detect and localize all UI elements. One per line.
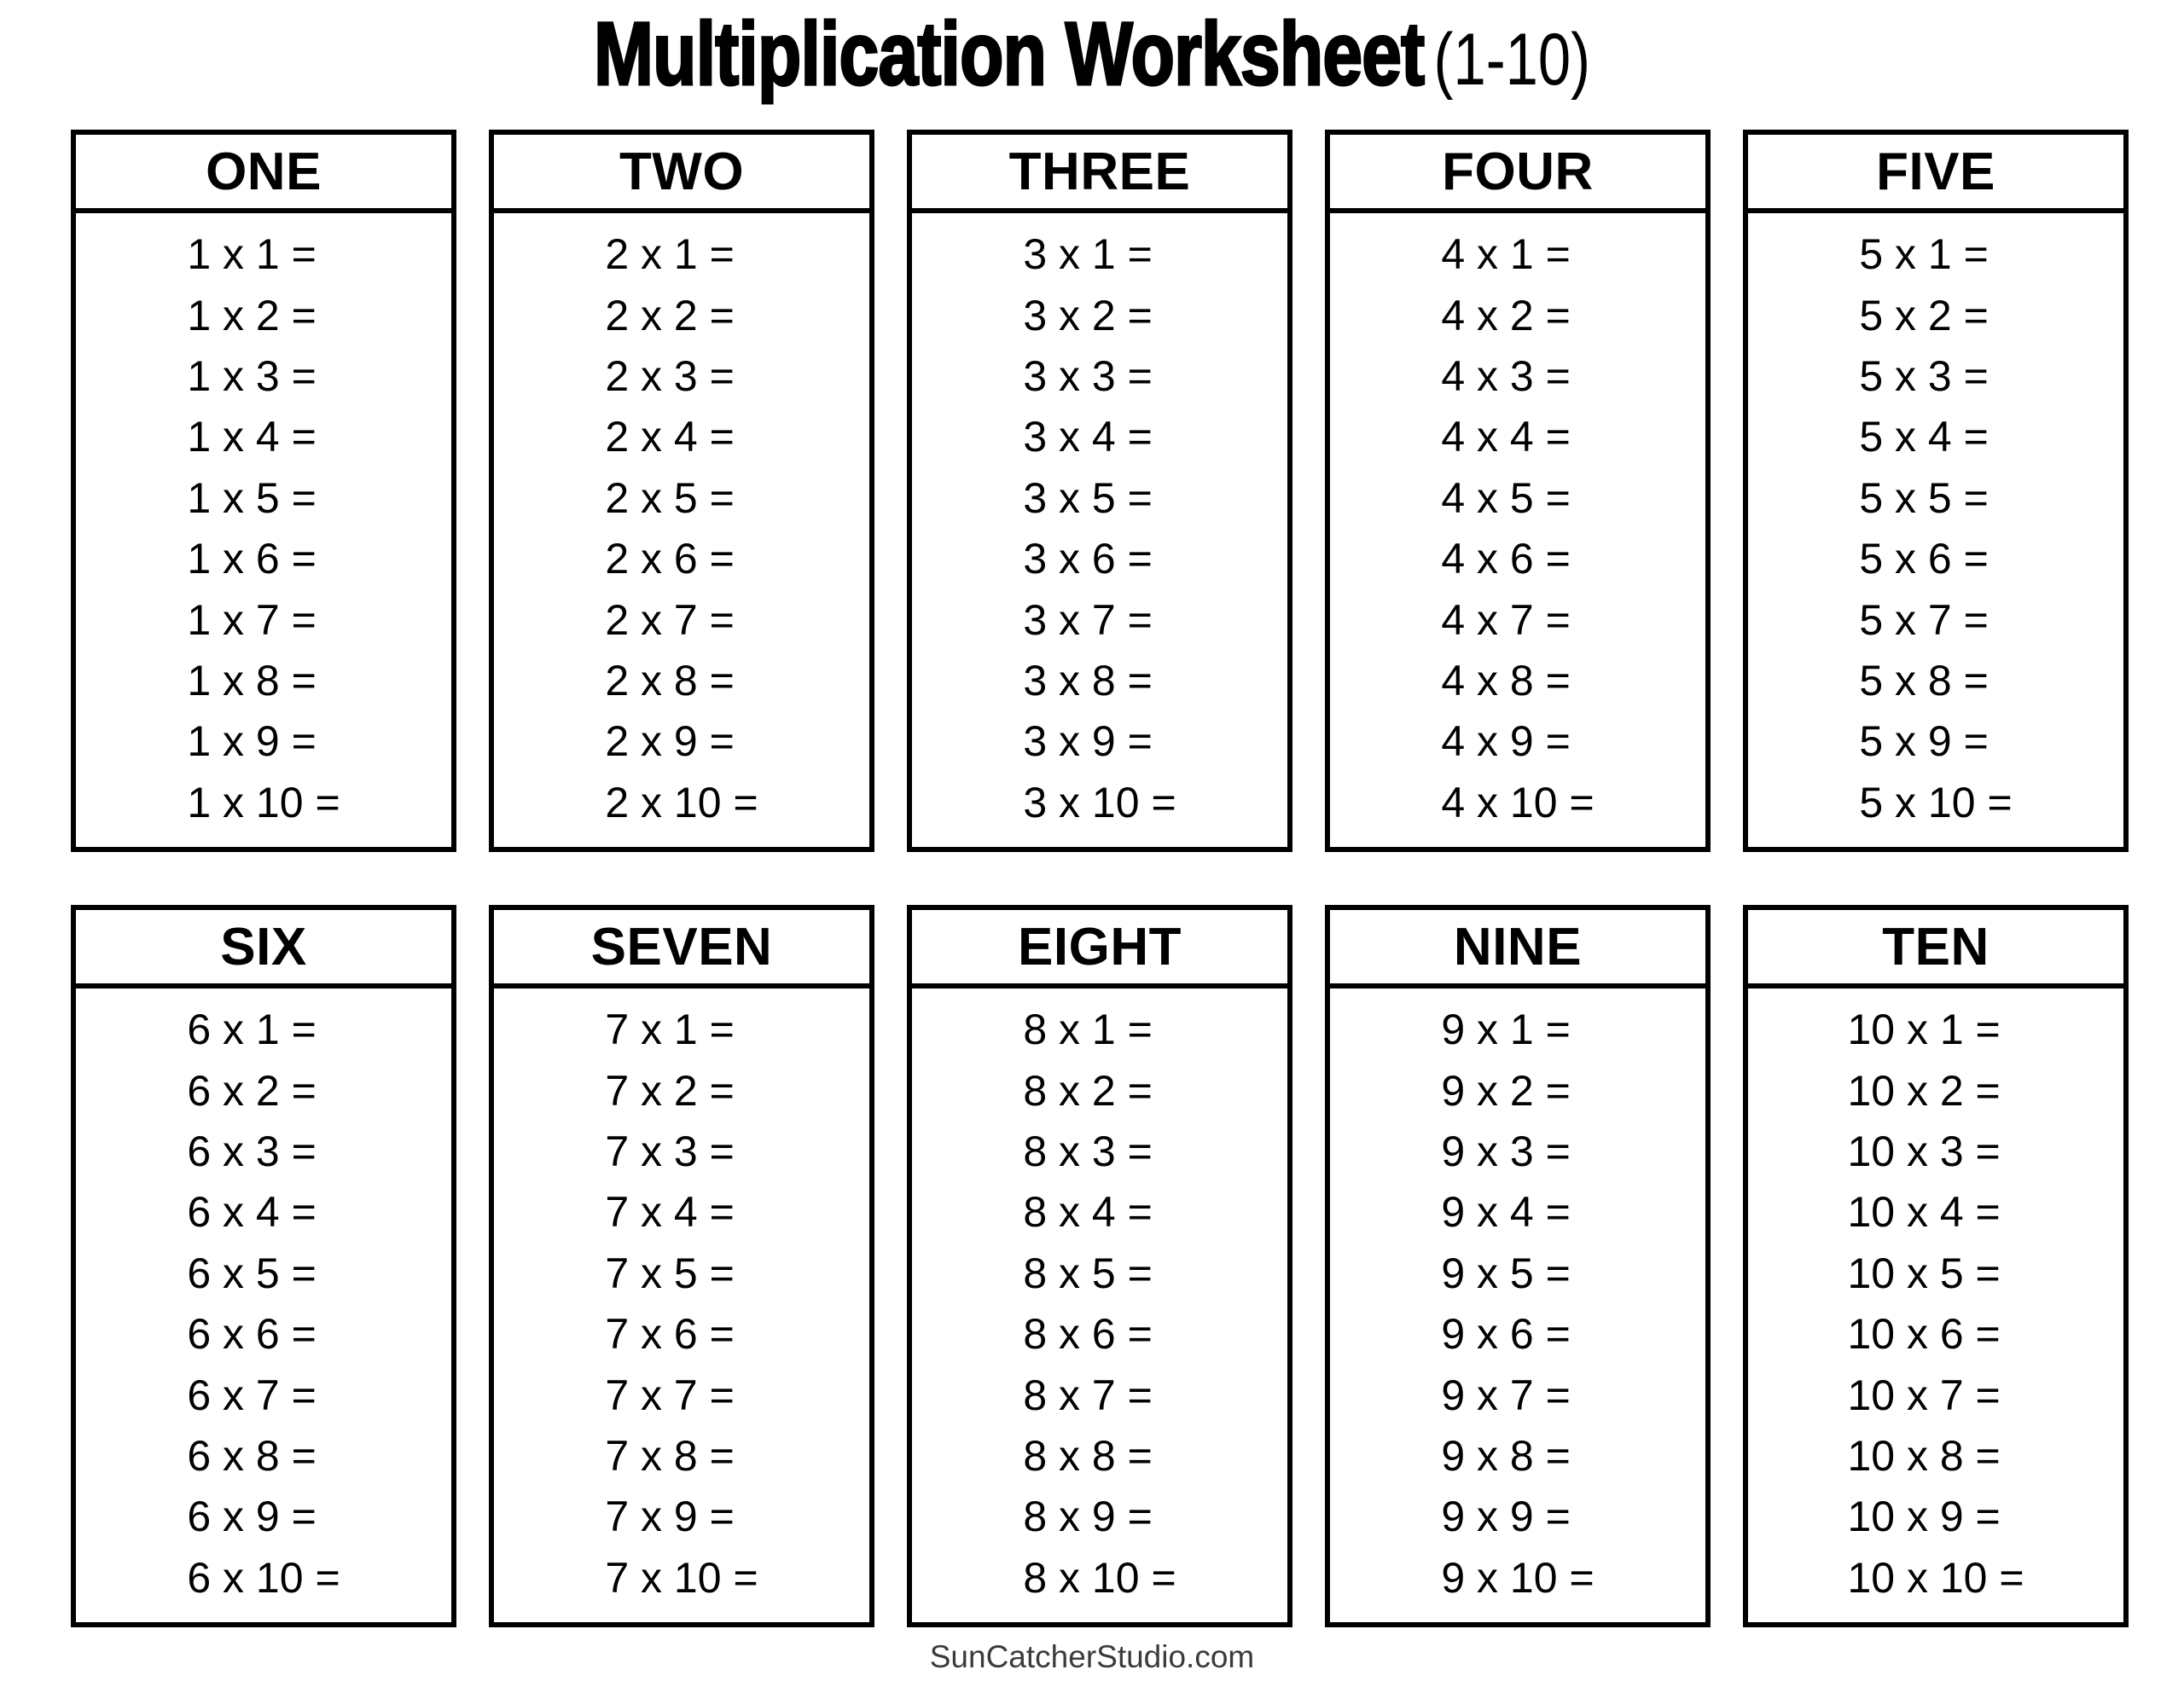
problem-row: 1 x 4 = bbox=[187, 413, 317, 461]
problem-list bbox=[1441, 994, 1594, 1614]
table-body-six bbox=[76, 988, 451, 1622]
problem-row: 1 x 2 = bbox=[187, 291, 317, 339]
worksheet-grid bbox=[71, 130, 2129, 1627]
problem-list bbox=[187, 994, 340, 1614]
problem-list bbox=[1847, 994, 2024, 1614]
problem-row: 5 x 9 = bbox=[1859, 717, 1989, 766]
problem-row: 3 x 10 = bbox=[1023, 778, 1176, 826]
problem-row: 7 x 6 = bbox=[605, 1310, 735, 1359]
problem-list bbox=[1023, 994, 1176, 1614]
table-one bbox=[71, 130, 456, 852]
problem-row: 7 x 5 = bbox=[605, 1249, 735, 1297]
problem-row: 1 x 3 = bbox=[187, 352, 317, 401]
problem-row: 4 x 6 = bbox=[1441, 535, 1571, 583]
problem-row: 4 x 1 = bbox=[1441, 230, 1571, 279]
problem-row: 5 x 1 = bbox=[1859, 230, 1989, 279]
problem-row: 10 x 4 = bbox=[1847, 1188, 2001, 1237]
problem-row: 1 x 8 = bbox=[187, 656, 317, 704]
problem-row: 4 x 10 = bbox=[1441, 778, 1594, 826]
problem-row: 8 x 1 = bbox=[1023, 1006, 1153, 1054]
problem-row: 9 x 2 = bbox=[1441, 1066, 1571, 1115]
problem-row: 3 x 5 = bbox=[1023, 473, 1153, 522]
problem-row: 6 x 8 = bbox=[187, 1431, 317, 1480]
table-eight bbox=[907, 905, 1292, 1627]
problem-row: 1 x 9 = bbox=[187, 717, 317, 766]
title-suffix: (1-10) bbox=[1433, 19, 1591, 101]
problem-row: 7 x 1 = bbox=[605, 1006, 735, 1054]
table-header-four: FOUR bbox=[1330, 135, 1705, 213]
problem-row: 5 x 3 = bbox=[1859, 352, 1989, 401]
problem-row: 3 x 8 = bbox=[1023, 656, 1153, 704]
problem-row: 10 x 8 = bbox=[1847, 1431, 2001, 1480]
problem-row: 2 x 1 = bbox=[605, 230, 735, 279]
problem-row: 6 x 3 = bbox=[187, 1128, 317, 1176]
problem-row: 6 x 6 = bbox=[187, 1310, 317, 1359]
footer-credit: SunCatcherStudio.com bbox=[929, 1639, 1255, 1674]
table-header-ten: TEN bbox=[1748, 910, 2123, 988]
problem-row: 9 x 5 = bbox=[1441, 1249, 1571, 1297]
problem-row: 1 x 1 = bbox=[187, 230, 317, 279]
table-header-nine: NINE bbox=[1330, 910, 1705, 988]
problem-row: 2 x 3 = bbox=[605, 352, 735, 401]
table-body-ten bbox=[1748, 988, 2123, 1622]
table-body-seven bbox=[494, 988, 869, 1622]
problem-row: 4 x 9 = bbox=[1441, 717, 1571, 766]
problem-row: 1 x 10 = bbox=[187, 778, 340, 826]
table-seven bbox=[489, 905, 874, 1627]
problem-row: 6 x 9 = bbox=[187, 1493, 317, 1541]
problem-row: 4 x 3 = bbox=[1441, 352, 1571, 401]
problem-row: 6 x 5 = bbox=[187, 1249, 317, 1297]
problem-row: 2 x 5 = bbox=[605, 473, 735, 522]
problem-row: 1 x 6 = bbox=[187, 535, 317, 583]
problem-row: 3 x 2 = bbox=[1023, 291, 1153, 339]
table-header-five: FIVE bbox=[1748, 135, 2123, 213]
problem-row: 3 x 1 = bbox=[1023, 230, 1153, 279]
problem-row: 7 x 9 = bbox=[605, 1493, 735, 1541]
problem-row: 10 x 2 = bbox=[1847, 1066, 2001, 1115]
problem-row: 7 x 4 = bbox=[605, 1188, 735, 1237]
problem-row: 8 x 7 = bbox=[1023, 1371, 1153, 1419]
title-main: Multiplication Worksheet bbox=[593, 4, 1425, 104]
table-two bbox=[489, 130, 874, 852]
problem-row: 7 x 3 = bbox=[605, 1128, 735, 1176]
problem-list bbox=[1023, 218, 1176, 838]
problem-row: 5 x 5 = bbox=[1859, 473, 1989, 522]
table-five bbox=[1743, 130, 2129, 852]
problem-row: 8 x 4 = bbox=[1023, 1188, 1153, 1237]
problem-row: 3 x 3 = bbox=[1023, 352, 1153, 401]
problem-row: 5 x 7 = bbox=[1859, 595, 1989, 644]
problem-list bbox=[1859, 218, 2012, 838]
table-six bbox=[71, 905, 456, 1627]
problem-row: 2 x 8 = bbox=[605, 656, 735, 704]
problem-row: 2 x 6 = bbox=[605, 535, 735, 583]
table-header-seven: SEVEN bbox=[494, 910, 869, 988]
problem-row: 6 x 1 = bbox=[187, 1006, 317, 1054]
problem-row: 2 x 2 = bbox=[605, 291, 735, 339]
problem-row: 4 x 2 = bbox=[1441, 291, 1571, 339]
problem-row: 7 x 8 = bbox=[605, 1431, 735, 1480]
problem-row: 1 x 5 = bbox=[187, 473, 317, 522]
problem-row: 5 x 10 = bbox=[1859, 778, 2013, 826]
problem-row: 7 x 10 = bbox=[605, 1553, 758, 1602]
problem-row: 4 x 7 = bbox=[1441, 595, 1571, 644]
problem-row: 3 x 4 = bbox=[1023, 413, 1153, 461]
problem-row: 8 x 2 = bbox=[1023, 1066, 1153, 1115]
problem-row: 8 x 5 = bbox=[1023, 1249, 1153, 1297]
problem-row: 10 x 7 = bbox=[1847, 1371, 2001, 1419]
problem-row: 9 x 1 = bbox=[1441, 1006, 1571, 1054]
problem-row: 8 x 3 = bbox=[1023, 1128, 1153, 1176]
table-four bbox=[1325, 130, 1711, 852]
problem-row: 9 x 8 = bbox=[1441, 1431, 1571, 1480]
problem-row: 2 x 9 = bbox=[605, 717, 735, 766]
problem-row: 7 x 7 = bbox=[605, 1371, 735, 1419]
table-body-four bbox=[1330, 213, 1705, 847]
problem-row: 6 x 4 = bbox=[187, 1188, 317, 1237]
problem-row: 10 x 1 = bbox=[1847, 1006, 2001, 1054]
problem-row: 7 x 2 = bbox=[605, 1066, 735, 1115]
problem-row: 6 x 7 = bbox=[187, 1371, 317, 1419]
table-ten bbox=[1743, 905, 2129, 1627]
table-header-six: SIX bbox=[76, 910, 451, 988]
table-body-three bbox=[912, 213, 1287, 847]
problem-list bbox=[605, 994, 758, 1614]
problem-row: 4 x 5 = bbox=[1441, 473, 1571, 522]
problem-row: 9 x 7 = bbox=[1441, 1371, 1571, 1419]
problem-row: 9 x 4 = bbox=[1441, 1188, 1571, 1237]
problem-row: 9 x 3 = bbox=[1441, 1128, 1571, 1176]
problem-row: 9 x 9 = bbox=[1441, 1493, 1571, 1541]
problem-row: 8 x 8 = bbox=[1023, 1431, 1153, 1480]
problem-row: 10 x 10 = bbox=[1847, 1553, 2024, 1602]
problem-row: 9 x 6 = bbox=[1441, 1310, 1571, 1359]
problem-row: 10 x 5 = bbox=[1847, 1249, 2001, 1297]
problem-row: 10 x 3 = bbox=[1847, 1128, 2001, 1176]
table-body-one bbox=[76, 213, 451, 847]
problem-row: 9 x 10 = bbox=[1441, 1553, 1594, 1602]
problem-row: 5 x 2 = bbox=[1859, 291, 1989, 339]
table-header-one: ONE bbox=[76, 135, 451, 213]
problem-row: 6 x 10 = bbox=[187, 1553, 340, 1602]
table-three bbox=[907, 130, 1292, 852]
problem-row: 10 x 9 = bbox=[1847, 1493, 2001, 1541]
table-body-eight bbox=[912, 988, 1287, 1622]
problem-row: 6 x 2 = bbox=[187, 1066, 317, 1115]
problem-row: 5 x 6 = bbox=[1859, 535, 1989, 583]
problem-row: 2 x 7 = bbox=[605, 595, 735, 644]
page-title bbox=[0, 0, 2184, 130]
problem-row: 4 x 8 = bbox=[1441, 656, 1571, 704]
problem-row: 10 x 6 = bbox=[1847, 1310, 2001, 1359]
problem-list bbox=[1441, 218, 1594, 838]
problem-list bbox=[187, 218, 340, 838]
table-body-two bbox=[494, 213, 869, 847]
problem-row: 3 x 6 = bbox=[1023, 535, 1153, 583]
problem-row: 4 x 4 = bbox=[1441, 413, 1571, 461]
problem-row: 2 x 10 = bbox=[605, 778, 758, 826]
table-body-five bbox=[1748, 213, 2123, 847]
table-header-eight: EIGHT bbox=[912, 910, 1287, 988]
problem-row: 3 x 9 = bbox=[1023, 717, 1153, 766]
table-header-three: THREE bbox=[912, 135, 1287, 213]
problem-list bbox=[605, 218, 758, 838]
problem-row: 5 x 8 = bbox=[1859, 656, 1989, 704]
table-body-nine bbox=[1330, 988, 1705, 1622]
problem-row: 3 x 7 = bbox=[1023, 595, 1153, 644]
problem-row: 1 x 7 = bbox=[187, 595, 317, 644]
page-title-text bbox=[594, 3, 1590, 106]
table-header-two: TWO bbox=[494, 135, 869, 213]
problem-row: 2 x 4 = bbox=[605, 413, 735, 461]
table-nine bbox=[1325, 905, 1711, 1627]
problem-row: 8 x 9 = bbox=[1023, 1493, 1153, 1541]
problem-row: 5 x 4 = bbox=[1859, 413, 1989, 461]
problem-row: 8 x 10 = bbox=[1023, 1553, 1176, 1602]
problem-row: 8 x 6 = bbox=[1023, 1310, 1153, 1359]
